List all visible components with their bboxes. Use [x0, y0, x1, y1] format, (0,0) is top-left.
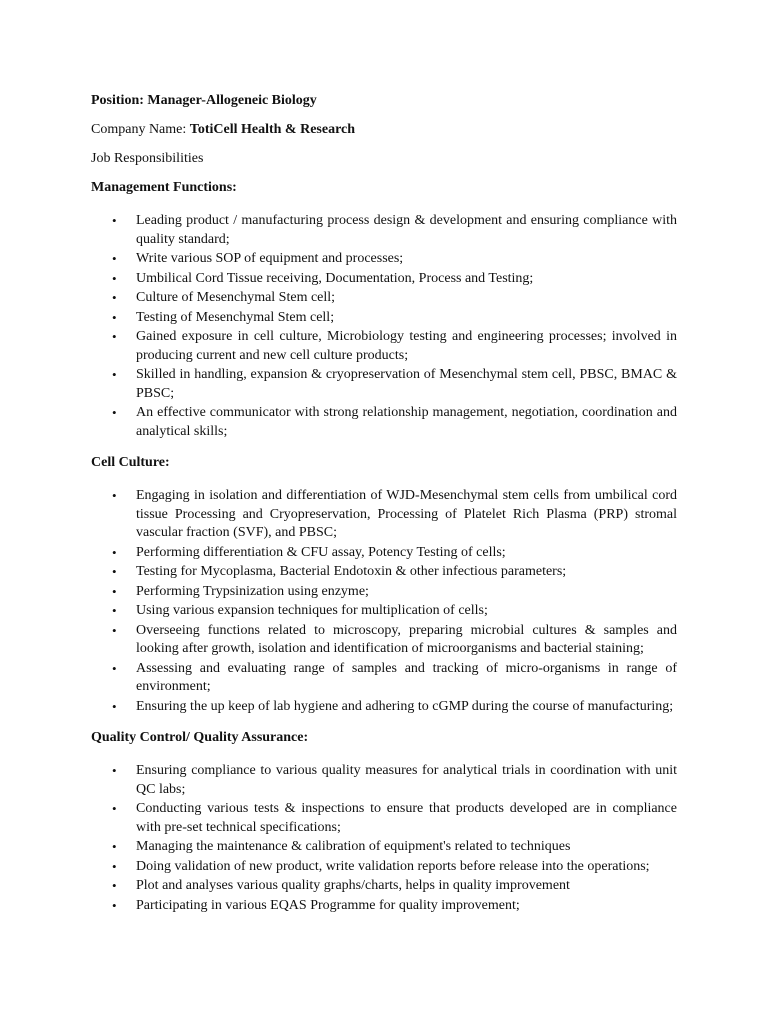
bullet-icon: • [112, 878, 117, 893]
bullet-icon: • [112, 564, 117, 579]
list-item [91, 858, 677, 877]
list-item [91, 289, 677, 308]
list-item [91, 270, 677, 289]
bullet-icon: • [112, 839, 117, 854]
list-item [91, 563, 677, 582]
list-item-text: Participating in various EQAS Programme for quality improvement; [136, 897, 520, 913]
bullet-icon: • [112, 763, 117, 778]
bullet-icon: • [112, 213, 117, 228]
job-responsibilities-heading: Job Responsibilities [91, 151, 204, 166]
company-line [91, 121, 677, 138]
bullet-icon: • [112, 488, 117, 503]
bullet-icon: • [112, 405, 117, 420]
bullet-icon: • [112, 897, 117, 913]
list-item-text: An effective communicator with strong relationship management, negotiation, coordination and analytical skills; [136, 405, 677, 439]
list-item [91, 877, 677, 896]
list-item [91, 309, 677, 328]
bullet-icon: • [112, 801, 117, 816]
list-item [91, 328, 677, 365]
list-item [91, 250, 677, 269]
position-title: Position: Manager-Allogeneic Biology [91, 93, 317, 108]
list-item-text: Culture of Mesenchymal Stem cell; [136, 290, 336, 305]
list-item [91, 404, 677, 441]
management-functions-heading: Management Functions: [91, 180, 237, 195]
list-item [91, 212, 677, 249]
list-item [91, 838, 677, 857]
bullet-icon: • [112, 309, 117, 325]
list-item-text: Ensuring the up keep of lab hygiene and adhering to cGMP during the course of manufacturing; [136, 698, 674, 714]
bullet-icon: • [112, 329, 117, 344]
bullet-icon: • [112, 367, 117, 382]
list-item [91, 762, 677, 799]
list-item [91, 602, 677, 621]
bullet-icon: • [112, 603, 117, 618]
list-item [91, 800, 677, 837]
cell-culture-heading: Cell Culture: [91, 455, 170, 470]
quality-control-heading: Quality Control/ Quality Assurance: [91, 730, 309, 745]
cell-culture-list [91, 487, 677, 716]
quality-control-list [91, 762, 677, 915]
bullet-icon: • [112, 290, 117, 305]
bullet-icon: • [112, 698, 117, 714]
bullet-icon: • [112, 544, 117, 560]
list-item-text: Performing Trypsinization using enzyme; [136, 583, 369, 599]
list-item-text: Gained exposure in cell culture, Microbiology testing and engineering processes; involved in producing current and new cell culture products; [136, 329, 677, 363]
list-item [91, 366, 677, 403]
list-item [91, 583, 677, 602]
list-item-text: Doing validation of new product, write validation reports before release into the operations; [136, 858, 650, 874]
list-item-text: Conducting various tests & inspections to ensure that products developed are in compliance with pre-set technical specifications; [136, 801, 677, 835]
list-item-text: Skilled in handling, expansion & cryopreservation of Mesenchymal stem cell, PBSC, BMAC & PBSC; [136, 367, 677, 401]
list-item-text: Assessing and evaluating range of samples and tracking of micro-organisms in range of environment; [136, 660, 677, 694]
list-item-text: Managing the maintenance & calibration of equipment's related to techniques [136, 839, 571, 854]
list-item [91, 487, 677, 543]
list-item-text: Using various expansion techniques for multiplication of cells; [136, 603, 488, 618]
list-item-text: Performing differentiation & CFU assay, Potency Testing of cells; [136, 544, 506, 560]
list-item [91, 622, 677, 659]
bullet-icon: • [112, 622, 117, 638]
list-item-text: Leading product / manufacturing process design & development and ensuring compliance with quality standard; [136, 213, 677, 247]
bullet-icon: • [112, 251, 117, 266]
bullet-icon: • [112, 660, 117, 676]
list-item-text: Umbilical Cord Tissue receiving, Documentation, Process and Testing; [136, 270, 534, 286]
bullet-icon: • [112, 583, 117, 599]
company-name: TotiCell Health & Research [189, 122, 356, 137]
sections-container [91, 179, 677, 915]
list-item [91, 897, 677, 916]
list-item-text: Overseeing functions related to microscopy, preparing microbial cultures & samples and looking after growth, isolation and identification of microorganisms and bacterial staining; [136, 622, 677, 656]
list-item [91, 660, 677, 697]
list-item [91, 544, 677, 563]
list-item-text: Engaging in isolation and differentiation of WJD-Mesenchymal stem cells from umbilical cord tissue Processing and Cryopreservation, Processing of Platelet Rich Plasma (PRP) stromal vascular fraction (SVF), and PBSC; [136, 488, 677, 540]
list-item-text: Testing for Mycoplasma, Bacterial Endotoxin & other infectious parameters; [136, 564, 567, 579]
list-item-text: Plot and analyses various quality graphs/charts, helps in quality improvement [136, 878, 570, 893]
list-item [91, 698, 677, 717]
list-item-text: Write various SOP of equipment and processes; [136, 251, 404, 266]
list-item-text: Testing of Mesenchymal Stem cell; [136, 309, 335, 325]
list-item-text: Ensuring compliance to various quality measures for analytical trials in coordination with unit QC labs; [136, 763, 677, 797]
company-label: Company Name: [91, 122, 190, 137]
bullet-icon: • [112, 858, 117, 874]
document-page [91, 92, 677, 928]
management-functions-list [91, 212, 677, 441]
bullet-icon: • [112, 270, 117, 286]
